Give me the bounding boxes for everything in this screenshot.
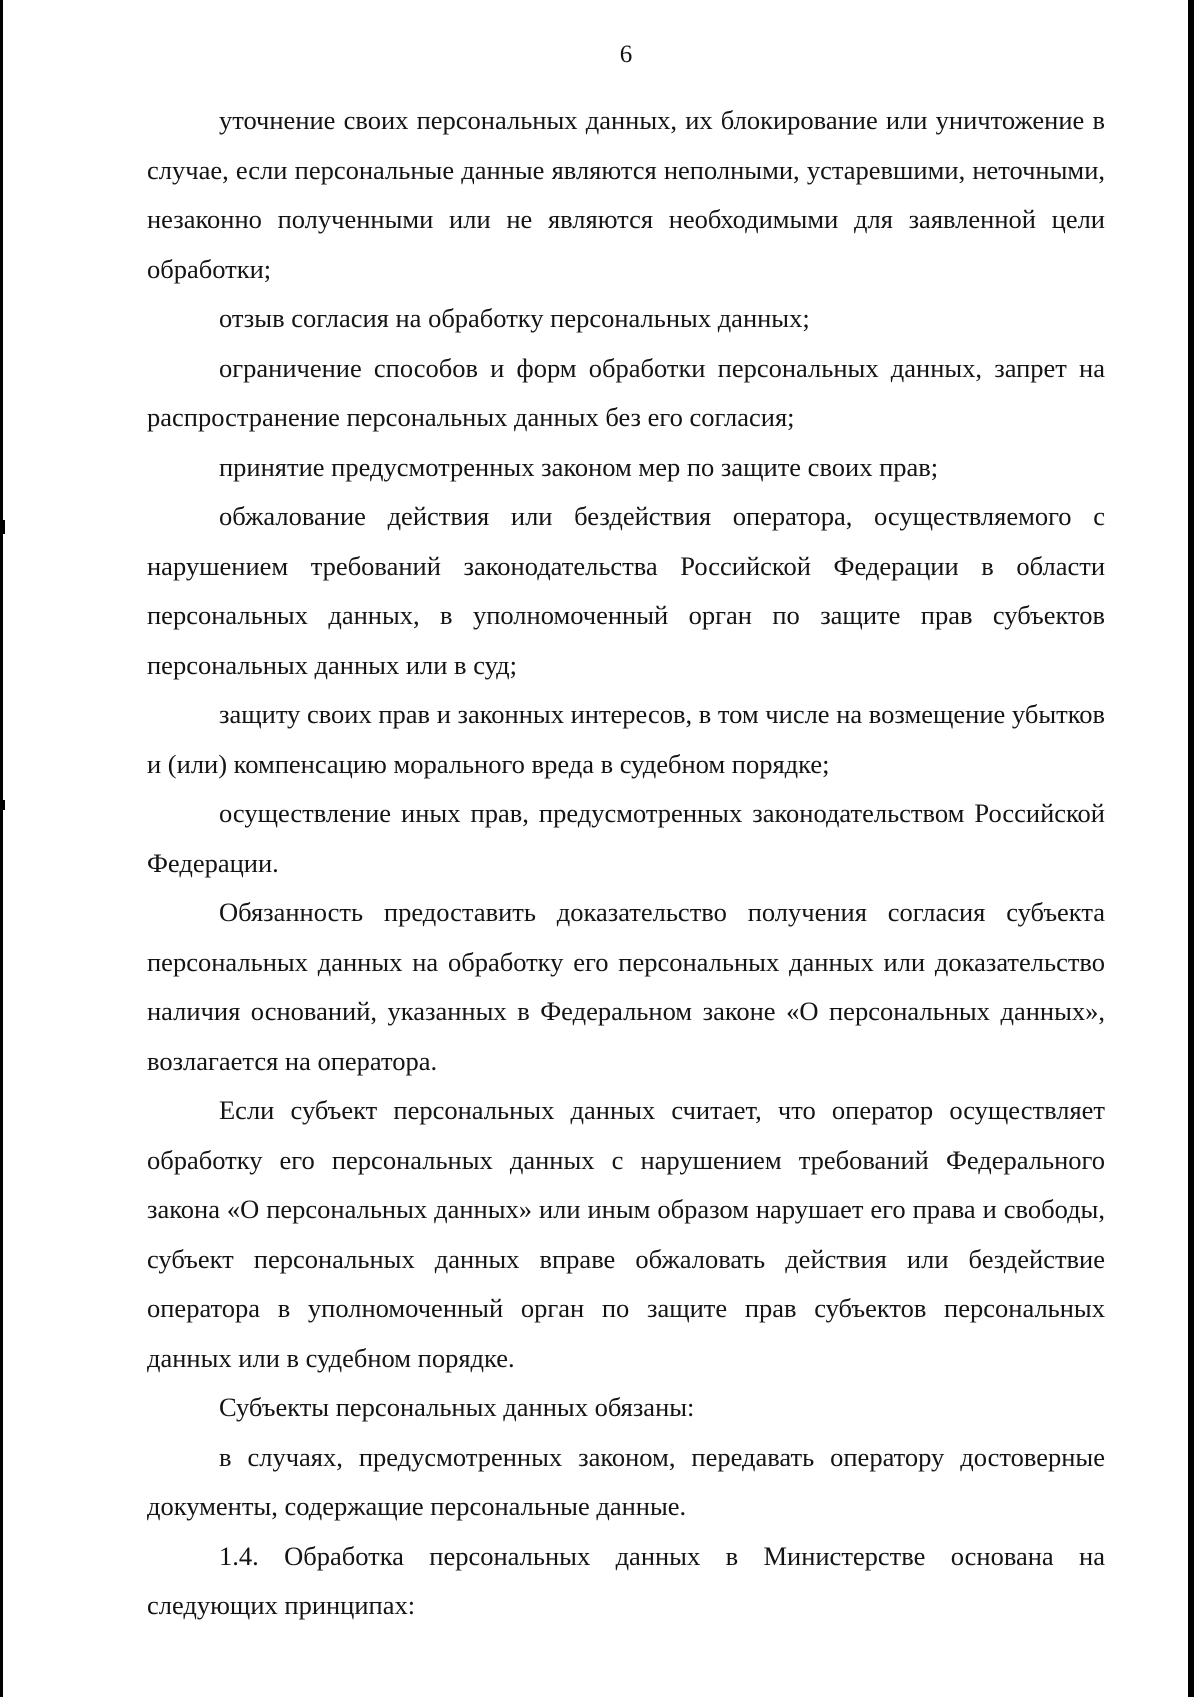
paragraph-rights-protection: защиту своих прав и законных интересов, в том числе на возмещение убытков и (или) компенсацию морального вреда в судебном порядке;: [147, 699, 1105, 779]
paragraph-section-1-4: 1.4. Обработка персональных данных в Министерстве основана на следующих принципах:: [147, 1540, 1105, 1620]
paragraph-legal-measures: принятие предусмотренных законом мер по защите своих прав;: [219, 451, 939, 482]
paragraph-subject-obligations-heading: Субъекты персональных данных обязаны:: [219, 1392, 695, 1422]
scan-left-edge-mark: [0, 800, 5, 810]
paragraph-appeal-operator: обжалование действия или бездействия оператора, осуществляемого с нарушением требований законодательства Российской Федерации в области персональных данных, в уполномоченный орган по защите прав субъектов персональных данных или в суд;: [147, 501, 1105, 680]
paragraph-subject-appeal: Если субъект персональных данных считает, что оператор осуществляет обработку его персональных данных с нарушением требований Федерального закона «О персональных данных» или иным образом нарушает его права и свободы, субъект персональных данных вправе обжаловать действия или бездействие оператора в уполномоченный орган по защите прав субъектов персональных данных или в судебном порядке.: [147, 1095, 1105, 1373]
paragraph-other-rights: осуществление иных прав, предусмотренных законодательством Российской Федерации.: [147, 798, 1105, 878]
page-number: 6: [619, 41, 633, 68]
scan-left-edge-mark: [0, 520, 5, 534]
paragraph-processing-restriction: ограничение способов и форм обработки персональных данных, запрет на распространение персональных данных без его согласия;: [147, 352, 1105, 432]
paragraph-clarification-right: уточнение своих персональных данных, их блокирование или уничтожение в случае, если персональные данные являются неполными, устаревшими, неточными, незаконно полученными или не являются необходимыми для заявленной цели обработки;: [147, 105, 1105, 284]
document-body: [147, 96, 1105, 1631]
paragraph-consent-withdrawal: отзыв согласия на обработку персональных данных;: [219, 303, 810, 333]
scan-right-edge: [1188, 0, 1194, 1697]
paragraph-reliable-documents: в случаях, предусмотренных законом, передавать оператору достоверные документы, содержащие персональные данные.: [147, 1441, 1105, 1521]
paragraph-proof-obligation: Обязанность предоставить доказательство получения согласия субъекта персональных данных на обработку его персональных данных или доказательство наличия оснований, указанных в Федеральном законе «О персональных данных», возлагается на оператора.: [147, 897, 1105, 1076]
scan-left-edge: [0, 0, 3, 1697]
